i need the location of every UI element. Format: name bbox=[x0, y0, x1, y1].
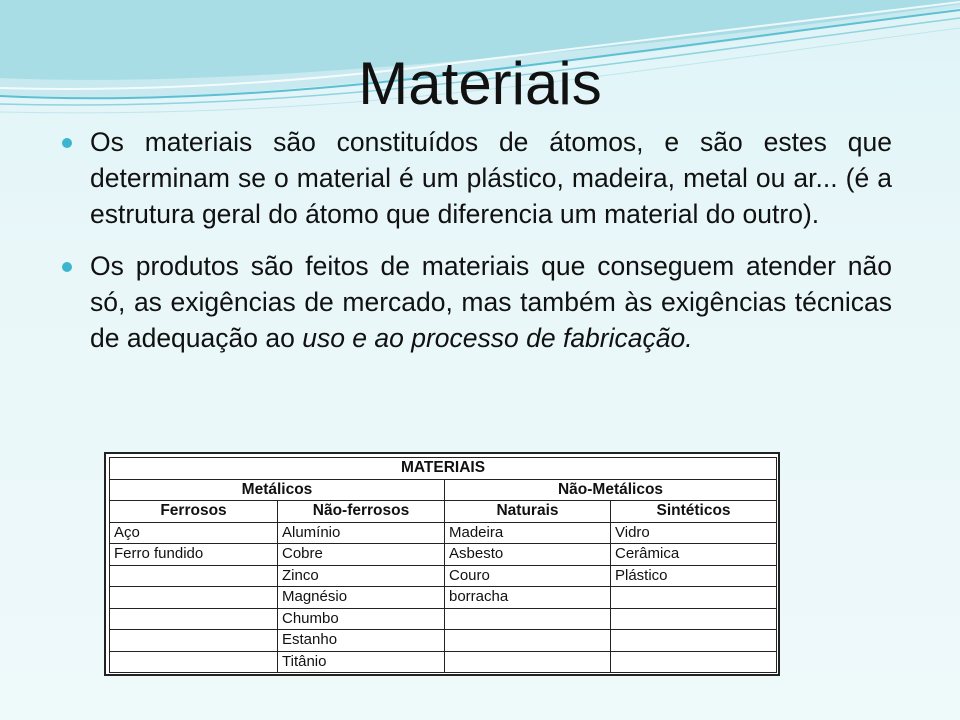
table-column-row bbox=[110, 501, 777, 523]
group-header-nao-metalicos: Não-Metálicos bbox=[445, 479, 777, 501]
table-cell bbox=[611, 608, 777, 630]
table-row bbox=[110, 587, 777, 609]
slide-title: Materiais bbox=[358, 50, 602, 117]
table-cell: Madeira bbox=[445, 522, 611, 544]
table-cell: Alumínio bbox=[278, 522, 445, 544]
table-title: MATERIAIS bbox=[110, 458, 777, 480]
table-cell: Magnésio bbox=[278, 587, 445, 609]
column-header-nao-ferrosos: Não-ferrosos bbox=[278, 501, 445, 523]
table-cell: Aço bbox=[110, 522, 278, 544]
bullet-list bbox=[62, 124, 892, 372]
bullet-item bbox=[62, 124, 892, 232]
table-cell: Cobre bbox=[278, 544, 445, 566]
table-cell bbox=[445, 608, 611, 630]
table-group-row bbox=[110, 479, 777, 501]
table-cell: Ferro fundido bbox=[110, 544, 278, 566]
column-header-sinteticos: Sintéticos bbox=[611, 501, 777, 523]
table-cell: Zinco bbox=[278, 565, 445, 587]
bullet-text: Os produtos são feitos de materiais que conseguem atender não só, as exigências de mercado, mas também às exigências técnicas de adequação ao bbox=[90, 251, 892, 353]
table-cell bbox=[110, 608, 278, 630]
table-cell: Cerâmica bbox=[611, 544, 777, 566]
table-cell bbox=[110, 630, 278, 652]
table-cell bbox=[445, 651, 611, 673]
group-header-metalicos: Metálicos bbox=[110, 479, 445, 501]
materials-table-frame bbox=[104, 452, 780, 676]
table-cell bbox=[611, 587, 777, 609]
table-row bbox=[110, 565, 777, 587]
table-cell: Estanho bbox=[278, 630, 445, 652]
table-cell: Chumbo bbox=[278, 608, 445, 630]
bullet-dot-icon bbox=[62, 262, 72, 272]
table-cell bbox=[611, 630, 777, 652]
table-cell: Vidro bbox=[611, 522, 777, 544]
table-row bbox=[110, 630, 777, 652]
table-cell: Titânio bbox=[278, 651, 445, 673]
column-header-ferrosos: Ferrosos bbox=[110, 501, 278, 523]
table-cell bbox=[110, 587, 278, 609]
bullet-item bbox=[62, 248, 892, 356]
table-cell: Plástico bbox=[611, 565, 777, 587]
table-row bbox=[110, 651, 777, 673]
table-cell bbox=[611, 651, 777, 673]
table-cell bbox=[110, 565, 278, 587]
bullet-dot-icon bbox=[62, 138, 72, 148]
bullet-text: Os materiais são constituídos de átomos, e são estes que determinam se o material é um plástico, madeira, metal ou ar... (é a estrutura geral do átomo que diferencia um material do outro). bbox=[90, 127, 892, 229]
materials-table bbox=[109, 457, 777, 673]
table-row bbox=[110, 522, 777, 544]
bullet-text-italic: uso e ao processo de fabricação. bbox=[302, 323, 693, 353]
table-cell: borracha bbox=[445, 587, 611, 609]
table-title-row bbox=[110, 458, 777, 480]
table-cell bbox=[110, 651, 278, 673]
column-header-naturais: Naturais bbox=[445, 501, 611, 523]
table-row bbox=[110, 544, 777, 566]
table-cell: Asbesto bbox=[445, 544, 611, 566]
table-row bbox=[110, 608, 777, 630]
table-cell bbox=[445, 630, 611, 652]
table-cell: Couro bbox=[445, 565, 611, 587]
